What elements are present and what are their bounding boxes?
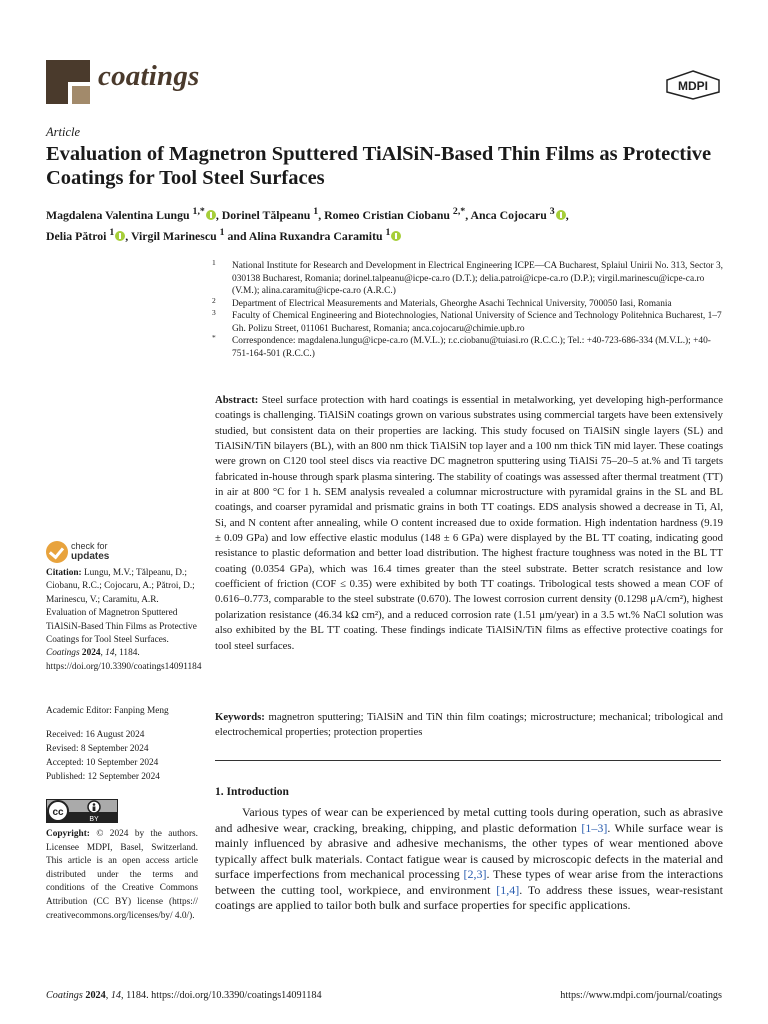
author-name[interactable]: Romeo Cristian Ciobanu	[324, 207, 450, 222]
affiliation-item: 3 Faculty of Chemical Engineering and Biotechnologies, National University of Science and Technology Politehnica Bucharest, 1–7 Gh. Polizu Street, 011061 Bucharest, Romania; anca.cojocaru@chimie.upb.ro	[212, 308, 722, 334]
abstract	[215, 393, 723, 654]
orcid-icon[interactable]	[391, 231, 401, 241]
author-affiliation: 1	[313, 206, 319, 217]
section-heading: 1. Introduction	[215, 786, 289, 798]
journal-name: coatings	[98, 60, 200, 92]
author-affiliation: 1	[109, 227, 115, 239]
orcid-icon[interactable]	[556, 210, 566, 220]
dates	[46, 728, 198, 784]
author-name[interactable]: Magdalena Valentina Lungu	[46, 207, 190, 222]
affiliation-item: 2 Department of Electrical Measurements and Materials, Gheorghe Asachi Technical University, 700050 Iasi, Romania	[212, 295, 672, 309]
intro-paragraph: Various types of wear can be experienced by metal cutting tools during operation, such as abrasive and adhesive wear, cracking, breaking, chipping, and plastic deformation [1–3]. While surface wear is mainly influenced by abrasive and adhesive mechanisms, the other types of wear mentioned above typically affect bulk materials. Contact fatigue wear is caused by microscopic defects in the material and surface imperfections from mechanical processing [2,3]. These types of wear arise from the interactions between the cutting tool, workpiece, and environment [1,4]. To address these issues, wear-resistant coatings are applied to tailor both bulk and surface properties for specific applications.	[215, 805, 723, 912]
author-affiliation: 1	[219, 227, 225, 239]
author-name[interactable]: Virgil Marinescu	[130, 229, 217, 244]
svg-text:cc: cc	[52, 807, 64, 818]
journal-url-link[interactable]: https://www.mdpi.com/journal/coatings	[560, 990, 722, 1001]
keywords-label: Keywords:	[215, 711, 265, 723]
correspondence: * Correspondence: magdalena.lungu@icpe-ca.ro (M.V.L.); r.c.ciobanu@tuiasi.ro (R.C.C.); Tel.: +40-723-686-334 (M.V.L.); +40-751-164-501 (R.C.C.)	[212, 333, 711, 359]
check-icon	[46, 541, 68, 563]
section-divider	[215, 760, 721, 761]
author-affiliation: 1	[385, 227, 391, 239]
author-name[interactable]: Alina Ruxandra Caramitu	[248, 229, 383, 244]
affiliations	[212, 260, 727, 360]
keywords	[215, 710, 723, 741]
abstract-text: Steel surface protection with hard coatings is essential in metalworking, yet developing high-performance coatings is challenging. TiAlSiN coatings grown on various substrates using commercial targets have been extensively studied, but consistent data on their properties are lacking. This study focused on TiAlSiN single layers (SL) and TiAlSiN/TiN bilayers (BL), with an 800 nm thick TiAlSiN top layer and a 100 nm thick TiN mid layer. These coatings were grown on C120 tool steel discs via reactive DC magnetron sputtering using TiAlSi 75–20–5 at.% and Ti targets fabricated in-house through spark plasma sintering. The stability of coatings was assessed after thermal treatment (TT) in air at 800 °C for 1 h. SEM analysis revealed a columnar microstructure with pyramidal grains in the SL and BL coatings, and coarser pyramidal and prismatic grains in both TT coatings. EDS analysis showed a decrease in Ti, Al, Si, and N content after annealing, while O content increased due to oxide formation. High indentation hardness (9.19 ± 0.09 GPa) and low effective elastic modulus (148 ± 6 GPa) were displayed by the BL TT coating, indicating good resistance to plastic deformation and better load distribution. The highest fracture toughness was noted in the BL TT coating (0.0354 GPa), which was 16.4 times greater than the steel substrate. Better scratch resistance and low coefficient of friction (COF ≤ 0.35) were exhibited by both TT coatings. Tribological tests showed a mean COF of 0.616–0.773, comparable to the steel substrate (0.670). The lowest corrosion current density (0.1298 μA/cm²), highest polarization resistance (46.34 kΩ cm²), and a reduced corrosion rate (1.51 μm/year) in a 3.5 wt.% NaCl solution was also exhibited by the BL TT coating. These findings indicate TiAlSiN/TiN films as effective protective coatings for tool steel surfaces.	[215, 394, 723, 652]
author-list: Magdalena Valentina Lungu $^{1,*}$ , Dorinel Tălpeanu $^1$, Romeo Cristian Ciobanu $^{2,*}$, Anca Cojocaru $^3$ , Delia Pătroi $^1$ , Virgil Marinescu $^1$ and Alina Ruxandra Caramitu $^1$	[46, 206, 569, 244]
affiliation-item: 1 National Institute for Research and Development in Electrical Engineering ICPE—CA Bucharest, Splaiul Unirii No. 313, Sector 3, 030138 Bucharest, Romania; dorinel.talpeanu@icpe-ca.ro (D.T.); delia.patroi@icpe-ca.ro (D.P.); virgil.marinescu@icpe-ca.ro (V.M.); alina.caramitu@icpe-ca.ro (A.R.C.)	[212, 258, 724, 296]
check-for-updates-button[interactable]: check for updates	[46, 541, 120, 565]
orcid-icon[interactable]	[206, 210, 216, 220]
keywords-text: magnetron sputtering; TiAlSiN and TiN thin film coatings; microstructure; mechanical; tribological and electrochemical properties; protection properties	[215, 711, 724, 739]
citation-link[interactable]: [1–3]	[581, 820, 608, 835]
author-affiliation: 1,*	[192, 206, 205, 217]
svg-text:BY: BY	[89, 816, 99, 823]
author-affiliation: 2,*	[452, 206, 466, 217]
mdpi-logo	[664, 70, 722, 100]
svg-text:MDPI: MDPI	[678, 79, 708, 93]
academic-editor: Academic Editor: Fanping Meng	[46, 706, 169, 716]
orcid-icon[interactable]	[115, 231, 125, 241]
footer-citation: Coatings 2024, 14, 1184. https://doi.org/10.3390/coatings14091184	[46, 990, 322, 1001]
received-date: Received: 16 August 2024	[46, 730, 145, 740]
citation-link[interactable]: [1,4]	[496, 882, 520, 897]
journal-logo	[46, 60, 90, 104]
revised-date: Revised: 8 September 2024	[46, 744, 149, 754]
published-date: Published: 12 September 2024	[46, 772, 160, 782]
accepted-date: Accepted: 10 September 2024	[46, 758, 159, 768]
citation-block: Citation: Lungu, M.V.; Tălpeanu, D.; Ciobanu, R.C.; Cojocaru, A.; Pătroi, D.; Marinescu, V.; Caramitu, A.R. Evaluation of Magnetron Sputtered TiAlSiN-Based Thin Films as Protective Coatings for Tool Steel Surfaces. Coatings 2024, 14, 1184. https://doi.org/10.3390/coatings14091184	[46, 568, 202, 672]
article-type: Article	[46, 125, 81, 139]
author-name[interactable]: Anca Cojocaru	[470, 207, 547, 222]
author-affiliation: 3	[549, 206, 555, 217]
article-title: Evaluation of Magnetron Sputtered TiAlSiN-Based Thin Films as Protective Coatings for Tool Steel Surfaces	[46, 143, 712, 189]
cc-by-license-icon[interactable]	[46, 799, 118, 823]
author-name[interactable]: Dorinel Tălpeanu	[221, 207, 311, 222]
copyright-notice: Copyright: © 2024 by the authors. Licensee MDPI, Basel, Switzerland. This article is an open access article distributed under the terms and conditions of the Creative Commons Attribution (CC BY) license (https:// creativecommons.org/licenses/by/ 4.0/).	[46, 829, 198, 921]
author-name[interactable]: Delia Pătroi	[46, 229, 107, 244]
abstract-label: Abstract:	[215, 394, 259, 406]
citation-link[interactable]: [2,3]	[463, 867, 487, 881]
